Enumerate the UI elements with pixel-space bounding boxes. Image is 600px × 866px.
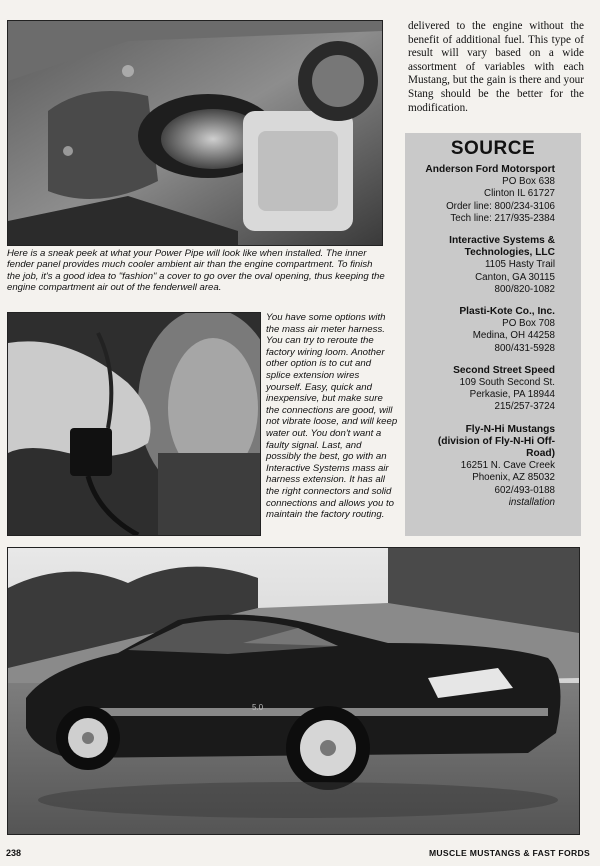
source-line: 16251 N. Cave Creek [460,460,555,472]
engine-bay-caption: Here is a sneak peek at what your Power Pipe will look like when installed. The inner fender panel provides much cooler ambient air than the engine compartment. To finish the job, it's a good idea to "fashion" a cover to go over the oval opening, thus keeping the engine compartment air out of the fenderwell area. [7,248,385,294]
source-line: PO Box 708 [502,318,555,330]
source-line: 602/493-0188 [494,484,555,496]
source-line: Canton, GA 30115 [475,271,555,283]
source-line: PO Box 638 [502,176,555,188]
source-line: 800/431-5928 [494,342,555,354]
source-line: Phoenix, AZ 85032 [472,472,555,484]
harness-caption: You have some options with the mass air meter harness. You can try to reroute the factory wiring loom. Another other option is to cut and splice extension wires yourself. Easy, quick and inexpensive, but make sure the connections are good, will not vibrate loose, and will keep water out. You don't want a faulty signal. Last, and possibly the best, go with an Interactive Systems mass air harness extension. It has all the right connectors and solid connections and allows you to maintain the factory routing. [266,312,398,521]
source-name: Interactive Systems & Technologies, LLC [449,235,555,259]
source-line: Perkasie, PA 18944 [469,389,555,401]
source-entry [405,164,581,225]
source-line: 1105 Hasty Trail [484,259,555,271]
source-line: Order line: 800/234-3106 [446,200,555,212]
harness-photo [7,312,261,536]
source-entry [405,235,581,296]
source-line: Medina, OH 44258 [472,330,555,342]
source-line: Clinton IL 61727 [484,188,555,200]
article-body-text: delivered to the engine without the benefit of additional fuel. This type of result will vary based on a wide assortment of variables with each Mustang, but the gain is there and your Stang should be the better for the modification. [408,20,584,114]
car-badge: 5.0 [252,703,264,712]
source-line: 800/820-1082 [494,283,555,295]
source-sidebar [405,133,581,536]
source-name: Second Street Speed [453,364,555,376]
source-name: Plasti-Kote Co., Inc. [459,306,555,318]
source-title: SOURCE [450,138,536,159]
source-entry [405,365,581,414]
magazine-title: MUSCLE MUSTANGS & FAST FORDS [428,848,590,858]
source-note: installation [508,496,555,508]
source-line: 215/257-3724 [494,401,555,413]
mustang-car-photo [7,547,580,835]
source-name: Anderson Ford Motorsport [425,164,555,175]
source-line: Tech line: 217/935-2384 [450,212,555,224]
source-entry [405,306,581,355]
engine-bay-photo [7,20,383,246]
page-number: 238 [6,848,22,858]
source-name: Fly-N-Hi Mustangs (division of Fly-N-Hi Off-Road) [437,423,555,460]
source-entry [405,424,581,509]
source-line: 109 South Second St. [459,377,555,389]
